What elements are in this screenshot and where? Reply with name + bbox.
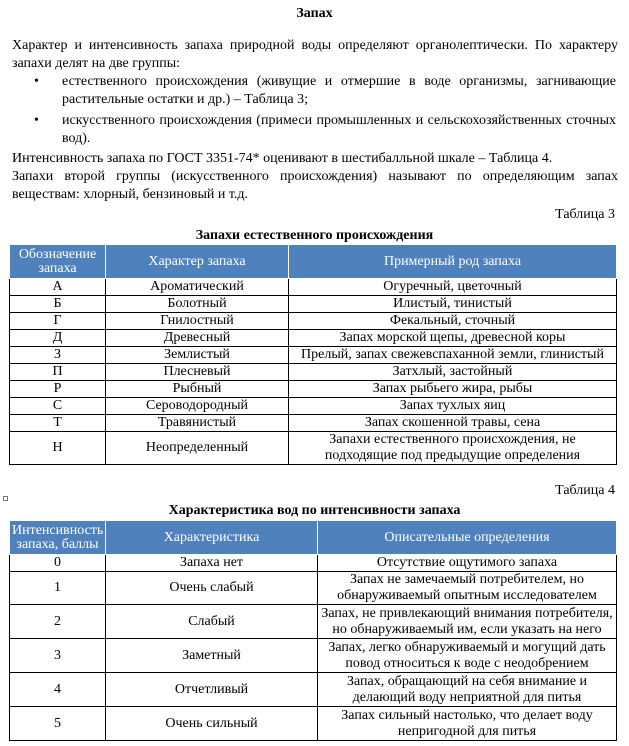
odor-kind-cell: Фекальный, сточный bbox=[289, 313, 617, 330]
intensity-score-cell: 0 bbox=[10, 555, 106, 572]
odor-kind-cell: Прелый, запах свежевспаханной земли, глинистый bbox=[289, 347, 617, 364]
intensity-score-cell: 3 bbox=[10, 639, 106, 673]
table-row bbox=[10, 296, 617, 313]
intensity-score-cell: 5 bbox=[10, 707, 106, 741]
bullet-item-artificial: искусственного происхождения (примеси промышленных и сельскохозяйственных сточных вод). bbox=[62, 113, 616, 146]
table-row bbox=[10, 605, 617, 639]
table-row bbox=[10, 415, 617, 432]
odor-code-cell: Н bbox=[10, 432, 106, 465]
intensity-score-cell: 2 bbox=[10, 605, 106, 639]
odor-character-cell: Неопределенный bbox=[106, 432, 289, 465]
intensity-paragraph: Интенсивность запаха по ГОСТ 3351-74* оценивают в шестибалльной шкале – Таблица 4. bbox=[12, 151, 553, 166]
table-row bbox=[10, 639, 617, 673]
intensity-description-cell: Запах, не привлекающий внимания потребителя, но обнаруживаемый им, если указать на него bbox=[318, 605, 617, 639]
odor-character-cell: Землистый bbox=[106, 347, 289, 364]
odor-kind-cell: Запах морской щепы, древесной коры bbox=[289, 330, 617, 347]
table-row bbox=[10, 555, 617, 572]
paragraph-anchor-icon bbox=[3, 496, 8, 501]
table-row bbox=[10, 330, 617, 347]
table-row bbox=[10, 313, 617, 330]
odor-character-cell: Рыбный bbox=[106, 381, 289, 398]
odor-code-cell: Г bbox=[10, 313, 106, 330]
odor-character-cell: Травянистый bbox=[106, 415, 289, 432]
odor-character-cell: Гнилостный bbox=[106, 313, 289, 330]
intensity-description-cell: Запах, обращающий на себя внимание и делающий воду неприятной для питья bbox=[318, 673, 617, 707]
table-header-row bbox=[10, 521, 617, 555]
odor-character-cell: Сероводородный bbox=[106, 398, 289, 415]
table3-title: Запахи естественного происхождения bbox=[195, 228, 434, 243]
table-row bbox=[10, 673, 617, 707]
odor-code-cell: С bbox=[10, 398, 106, 415]
odor-code-cell: Т bbox=[10, 415, 106, 432]
intro-paragraph: Характер и интенсивность запаха природной воды определяют органолептически. По характеру запахи делят на две группы: bbox=[12, 38, 618, 71]
intensity-description-cell: Отсутствие ощутимого запаха bbox=[318, 555, 617, 572]
intensity-characteristic-cell: Запаха нет bbox=[106, 555, 318, 572]
odor-character-cell: Древесный bbox=[106, 330, 289, 347]
odor-character-cell: Болотный bbox=[106, 296, 289, 313]
bullet-icon: • bbox=[34, 113, 39, 128]
intensity-score-cell: 1 bbox=[10, 572, 106, 605]
odor-code-cell: Д bbox=[10, 330, 106, 347]
column-header: Примерный род запаха bbox=[289, 245, 617, 279]
table-row bbox=[10, 432, 617, 465]
table-row bbox=[10, 398, 617, 415]
column-header: Обозначение запаха bbox=[10, 245, 106, 279]
odor-character-cell: Плесневый bbox=[106, 364, 289, 381]
odor-kind-cell: Огуречный, цветочный bbox=[289, 279, 617, 296]
table-row bbox=[10, 572, 617, 605]
table-row bbox=[10, 707, 617, 741]
odor-kind-cell: Запах скошенной травы, сена bbox=[289, 415, 617, 432]
second-group-paragraph: Запахи второй группы (искусственного происхождения) называют по определяющим запах веществам: хлорный, бензиновый и т.д. bbox=[12, 169, 618, 202]
intensity-description-cell: Запах, легко обнаруживаемый и могущий дать повод относиться к воде с неодобрением bbox=[318, 639, 617, 673]
intensity-description-cell: Запах не замечаемый потребителем, но обнаруживаемый опытным исследователем bbox=[318, 572, 617, 605]
odor-kind-cell: Запахи естественного происхождения, не подходящие под предыдущие определения bbox=[289, 432, 617, 465]
table3-label: Таблица 3 bbox=[555, 207, 615, 222]
odor-code-cell: Б bbox=[10, 296, 106, 313]
column-header: Характеристика bbox=[106, 521, 318, 555]
intensity-characteristic-cell: Отчетливый bbox=[106, 673, 318, 707]
page-title: Запах bbox=[296, 6, 333, 21]
table-row bbox=[10, 279, 617, 296]
intensity-characteristic-cell: Очень сильный bbox=[106, 707, 318, 741]
column-header: Описательные определения bbox=[318, 521, 617, 555]
natural-odors-table bbox=[9, 244, 617, 465]
table-row bbox=[10, 381, 617, 398]
odor-code-cell: Р bbox=[10, 381, 106, 398]
bullet-item-natural: естественного происхождения (живущие и отмершие в воде организмы, загнивающие растительные остатки и др.) – Таблица 3; bbox=[62, 74, 616, 107]
bullet-icon: • bbox=[34, 74, 39, 89]
odor-kind-cell: Илистый, тинистый bbox=[289, 296, 617, 313]
table-row bbox=[10, 364, 617, 381]
odor-code-cell: П bbox=[10, 364, 106, 381]
column-header: Характер запаха bbox=[106, 245, 289, 279]
intensity-score-cell: 4 bbox=[10, 673, 106, 707]
table4-title: Характеристика вод по интенсивности запаха bbox=[168, 503, 461, 518]
odor-character-cell: Ароматический bbox=[106, 279, 289, 296]
intensity-characteristic-cell: Слабый bbox=[106, 605, 318, 639]
column-header: Интенсивность запаха, баллы bbox=[10, 521, 106, 555]
odor-code-cell: А bbox=[10, 279, 106, 296]
table-row bbox=[10, 347, 617, 364]
intensity-characteristic-cell: Очень слабый bbox=[106, 572, 318, 605]
intensity-description-cell: Запах сильный настолько, что делает воду непригодной для питья bbox=[318, 707, 617, 741]
table4-label: Таблица 4 bbox=[555, 483, 615, 498]
intensity-characteristic-cell: Заметный bbox=[106, 639, 318, 673]
odor-kind-cell: Запах тухлых яиц bbox=[289, 398, 617, 415]
odor-kind-cell: Запах рыбьего жира, рыбы bbox=[289, 381, 617, 398]
odor-kind-cell: Затхлый, застойный bbox=[289, 364, 617, 381]
odor-intensity-table bbox=[9, 520, 617, 741]
table-header-row bbox=[10, 245, 617, 279]
odor-code-cell: З bbox=[10, 347, 106, 364]
